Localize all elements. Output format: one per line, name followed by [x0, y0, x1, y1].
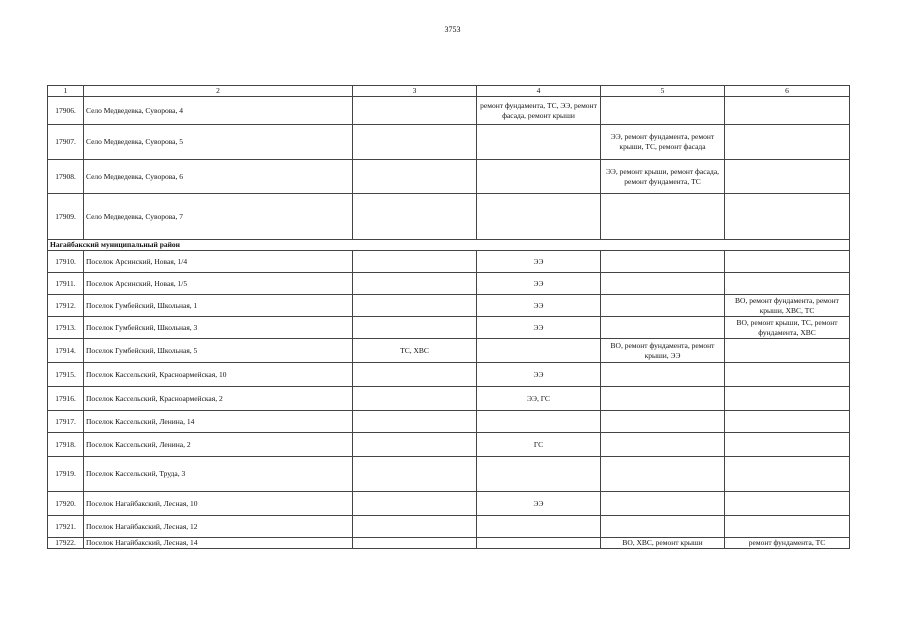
- row-col-4: [477, 160, 601, 194]
- row-number: 17913.: [48, 317, 84, 339]
- row-address: Село Медведевка, Суворова, 6: [84, 160, 353, 194]
- row-col-3: [353, 457, 477, 492]
- row-col-3: [353, 194, 477, 240]
- table-row: [48, 387, 850, 411]
- header-col-1: 1: [48, 86, 84, 97]
- row-address: Поселок Кассельский, Ленина, 14: [84, 411, 353, 433]
- row-col-4: ЭЭ: [477, 251, 601, 273]
- row-address: Поселок Кассельский, Труда, 3: [84, 457, 353, 492]
- row-number: 17908.: [48, 160, 84, 194]
- table-row: [48, 516, 850, 538]
- row-col-3: [353, 363, 477, 387]
- row-col-4: ремонт фундамента, ТС, ЭЭ, ремонт фасада, ремонт крыши: [477, 97, 601, 125]
- row-address: Поселок Гумбейский, Школьная, 3: [84, 317, 353, 339]
- row-col-4: [477, 457, 601, 492]
- row-col-4: [477, 194, 601, 240]
- row-number: 17921.: [48, 516, 84, 538]
- row-col-6: [725, 457, 850, 492]
- row-address: Поселок Гумбейский, Школьная, 5: [84, 339, 353, 363]
- row-col-5: ВО, ХВС, ремонт крыши: [601, 538, 725, 549]
- row-col-6: [725, 433, 850, 457]
- row-col-5: [601, 363, 725, 387]
- row-col-6: ВО, ремонт фундамента, ремонт крыши, ХВС, ТС: [725, 295, 850, 317]
- row-col-6: [725, 339, 850, 363]
- row-col-5: [601, 457, 725, 492]
- row-number: 17914.: [48, 339, 84, 363]
- row-col-3: [353, 295, 477, 317]
- row-col-6: [725, 492, 850, 516]
- table-row: [48, 492, 850, 516]
- table-row: [48, 457, 850, 492]
- table-row: [48, 125, 850, 160]
- row-address: Поселок Кассельский, Красноармейская, 2: [84, 387, 353, 411]
- row-number: 17917.: [48, 411, 84, 433]
- table-row: [48, 411, 850, 433]
- table-row: [48, 251, 850, 273]
- row-number: 17910.: [48, 251, 84, 273]
- row-number: 17916.: [48, 387, 84, 411]
- row-col-5: [601, 433, 725, 457]
- header-col-2: 2: [84, 86, 353, 97]
- row-col-6: [725, 273, 850, 295]
- row-col-3: [353, 433, 477, 457]
- row-col-5: [601, 411, 725, 433]
- row-address: Поселок Кассельский, Ленина, 2: [84, 433, 353, 457]
- header-col-5: 5: [601, 86, 725, 97]
- row-col-5: [601, 516, 725, 538]
- row-col-3: [353, 538, 477, 549]
- row-number: 17920.: [48, 492, 84, 516]
- table-row: [48, 97, 850, 125]
- header-col-3: 3: [353, 86, 477, 97]
- row-col-4: [477, 411, 601, 433]
- table-row: [48, 317, 850, 339]
- row-col-3: [353, 273, 477, 295]
- row-col-6: [725, 251, 850, 273]
- row-col-4: [477, 125, 601, 160]
- row-col-4: ЭЭ: [477, 492, 601, 516]
- row-number: 17922.: [48, 538, 84, 549]
- table-row: [48, 538, 850, 549]
- row-col-5: [601, 295, 725, 317]
- row-col-4: [477, 516, 601, 538]
- header-col-4: 4: [477, 86, 601, 97]
- row-col-5: ВО, ремонт фундамента, ремонт крыши, ЭЭ: [601, 339, 725, 363]
- table-row: [48, 160, 850, 194]
- table-row: [48, 339, 850, 363]
- row-number: 17907.: [48, 125, 84, 160]
- section-title: Нагайбакский муниципальный район: [48, 240, 850, 251]
- row-col-3: [353, 125, 477, 160]
- row-number: 17918.: [48, 433, 84, 457]
- row-col-3: [353, 516, 477, 538]
- table-body: [48, 86, 850, 549]
- row-col-5: [601, 387, 725, 411]
- row-col-5: [601, 273, 725, 295]
- row-number: 17915.: [48, 363, 84, 387]
- row-col-3: [353, 97, 477, 125]
- row-col-5: ЭЭ, ремонт фундамента, ремонт крыши, ТС, ремонт фасада: [601, 125, 725, 160]
- row-col-3: [353, 317, 477, 339]
- table-row: [48, 433, 850, 457]
- row-address: Поселок Арсинский, Новая, 1/4: [84, 251, 353, 273]
- row-address: Село Медведевка, Суворова, 4: [84, 97, 353, 125]
- row-col-4: [477, 538, 601, 549]
- row-col-4: ГС: [477, 433, 601, 457]
- row-col-3: [353, 492, 477, 516]
- row-col-3: [353, 411, 477, 433]
- row-col-5: ЭЭ, ремонт крыши, ремонт фасада, ремонт фундамента, ТС: [601, 160, 725, 194]
- row-address: Поселок Гумбейский, Школьная, 1: [84, 295, 353, 317]
- row-address: Поселок Нагайбакский, Лесная, 10: [84, 492, 353, 516]
- table-row: [48, 295, 850, 317]
- row-address: Поселок Нагайбакский, Лесная, 14: [84, 538, 353, 549]
- table-row: [48, 363, 850, 387]
- row-number: 17906.: [48, 97, 84, 125]
- row-number: 17919.: [48, 457, 84, 492]
- row-address: Поселок Нагайбакский, Лесная, 12: [84, 516, 353, 538]
- row-col-6: [725, 387, 850, 411]
- row-col-5: [601, 194, 725, 240]
- row-col-5: [601, 317, 725, 339]
- row-col-3: [353, 387, 477, 411]
- row-col-6: [725, 160, 850, 194]
- row-address: Село Медведевка, Суворова, 5: [84, 125, 353, 160]
- row-col-6: [725, 194, 850, 240]
- row-col-5: [601, 97, 725, 125]
- row-col-6: ремонт фундамента, ТС: [725, 538, 850, 549]
- row-col-4: ЭЭ, ГС: [477, 387, 601, 411]
- row-col-5: [601, 251, 725, 273]
- row-col-6: ВО, ремонт крыши, ТС, ремонт фундамента, ХВС: [725, 317, 850, 339]
- row-address: Село Медведевка, Суворова, 7: [84, 194, 353, 240]
- row-col-6: [725, 516, 850, 538]
- row-col-4: ЭЭ: [477, 363, 601, 387]
- row-col-4: ЭЭ: [477, 273, 601, 295]
- row-number: 17911.: [48, 273, 84, 295]
- page-number: 3753: [444, 25, 461, 34]
- row-col-6: [725, 125, 850, 160]
- header-col-6: 6: [725, 86, 850, 97]
- row-col-6: [725, 97, 850, 125]
- row-col-4: [477, 339, 601, 363]
- section-row: [48, 240, 850, 251]
- row-col-4: ЭЭ: [477, 317, 601, 339]
- header-row: [48, 86, 850, 97]
- repair-table: [47, 85, 850, 549]
- row-col-3: [353, 160, 477, 194]
- row-col-3: [353, 251, 477, 273]
- table-row: [48, 273, 850, 295]
- row-col-5: [601, 492, 725, 516]
- row-col-6: [725, 411, 850, 433]
- table-row: [48, 194, 850, 240]
- row-col-6: [725, 363, 850, 387]
- row-number: 17909.: [48, 194, 84, 240]
- row-address: Поселок Арсинский, Новая, 1/5: [84, 273, 353, 295]
- row-number: 17912.: [48, 295, 84, 317]
- row-address: Поселок Кассельский, Красноармейская, 10: [84, 363, 353, 387]
- row-col-3: ТС, ХВС: [353, 339, 477, 363]
- row-col-4: ЭЭ: [477, 295, 601, 317]
